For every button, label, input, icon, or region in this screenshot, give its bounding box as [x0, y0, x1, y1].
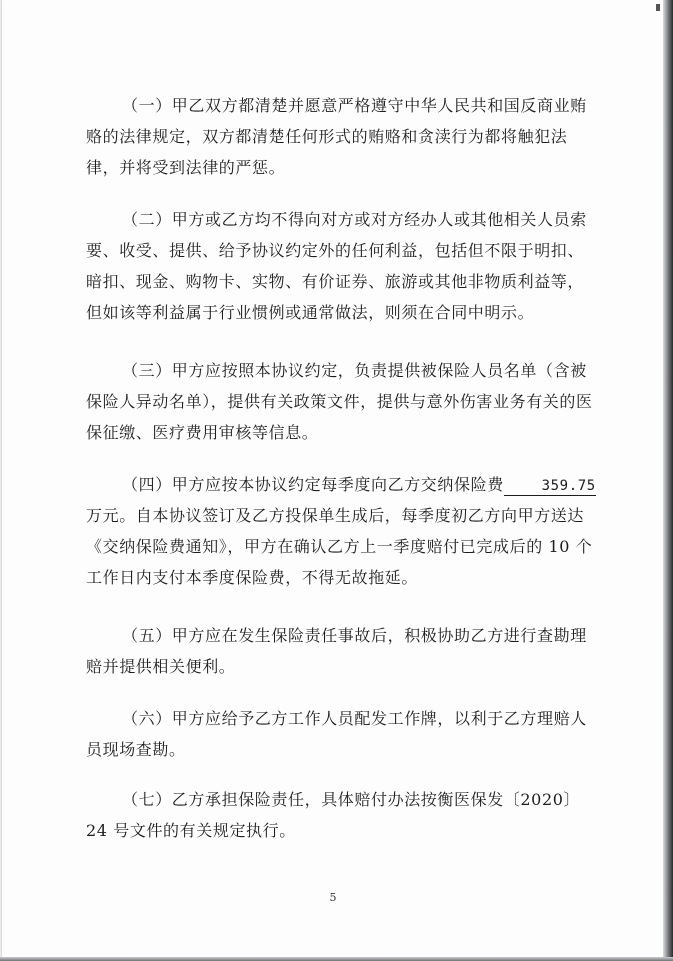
paragraph-4-text-before: （四）甲方应按本协议约定每季度向乙方交纳保险费	[122, 475, 504, 494]
paragraph-7	[86, 784, 596, 846]
paragraph-4-text-after: 万元。自本协议签订及乙方投保单生成后，每季度初乙方向甲方送达《交纳保险费通知》，甲方在确认乙方上一季度赔付已完成后的 10 个工作日内支付本季度保险费，不得无故拖延。	[86, 506, 593, 587]
scan-corner-mark	[656, 4, 660, 11]
paragraph-4	[86, 469, 596, 593]
paragraph-1	[86, 90, 596, 183]
paragraph-6-text: （六）甲方应给予乙方工作人员配发工作牌，以利于乙方理赔人员现场查勘。	[86, 709, 587, 759]
document-page	[2, 0, 664, 958]
premium-amount: 359.75	[504, 477, 596, 496]
scan-edge-bottom	[0, 957, 673, 961]
paragraph-3-text: （三）甲方应按照本协议约定，负责提供被保险人员名单（含被保险人异动名单），提供有关政策文件，提供与意外伤害业务有关的医保征缴、医疗费用审核等信息。	[86, 361, 593, 442]
page-number: 5	[329, 891, 337, 904]
paragraph-5-text: （五）甲方应在发生保险责任事故后，积极协助乙方进行查勘理赔并提供相关便利。	[86, 626, 587, 676]
paragraph-6	[86, 703, 596, 765]
paragraph-7-text: （七）乙方承担保险责任，具体赔付办法按衡医保发〔2020〕24 号文件的有关规定执行。	[86, 790, 581, 840]
paragraph-1-text: （一）甲乙双方都清楚并愿意严格遵守中华人民共和国反商业贿赂的法律规定，双方都清楚任何形式的贿赂和贪渎行为都将触犯法律，并将受到法律的严惩。	[86, 96, 587, 177]
scan-edge-right	[663, 0, 673, 961]
paragraph-2	[86, 204, 596, 328]
paragraph-3	[86, 355, 596, 448]
paragraph-2-text: （二）甲方或乙方均不得向对方或对方经办人或其他相关人员索要、收受、提供、给予协议约定外的任何利益，包括但不限于明扣、暗扣、现金、购物卡、实物、有价证券、旅游或其他非物质利益等，但如该等利益属于行业惯例或通常做法，则须在合同中明示。	[86, 210, 587, 322]
paragraph-5	[86, 620, 596, 682]
